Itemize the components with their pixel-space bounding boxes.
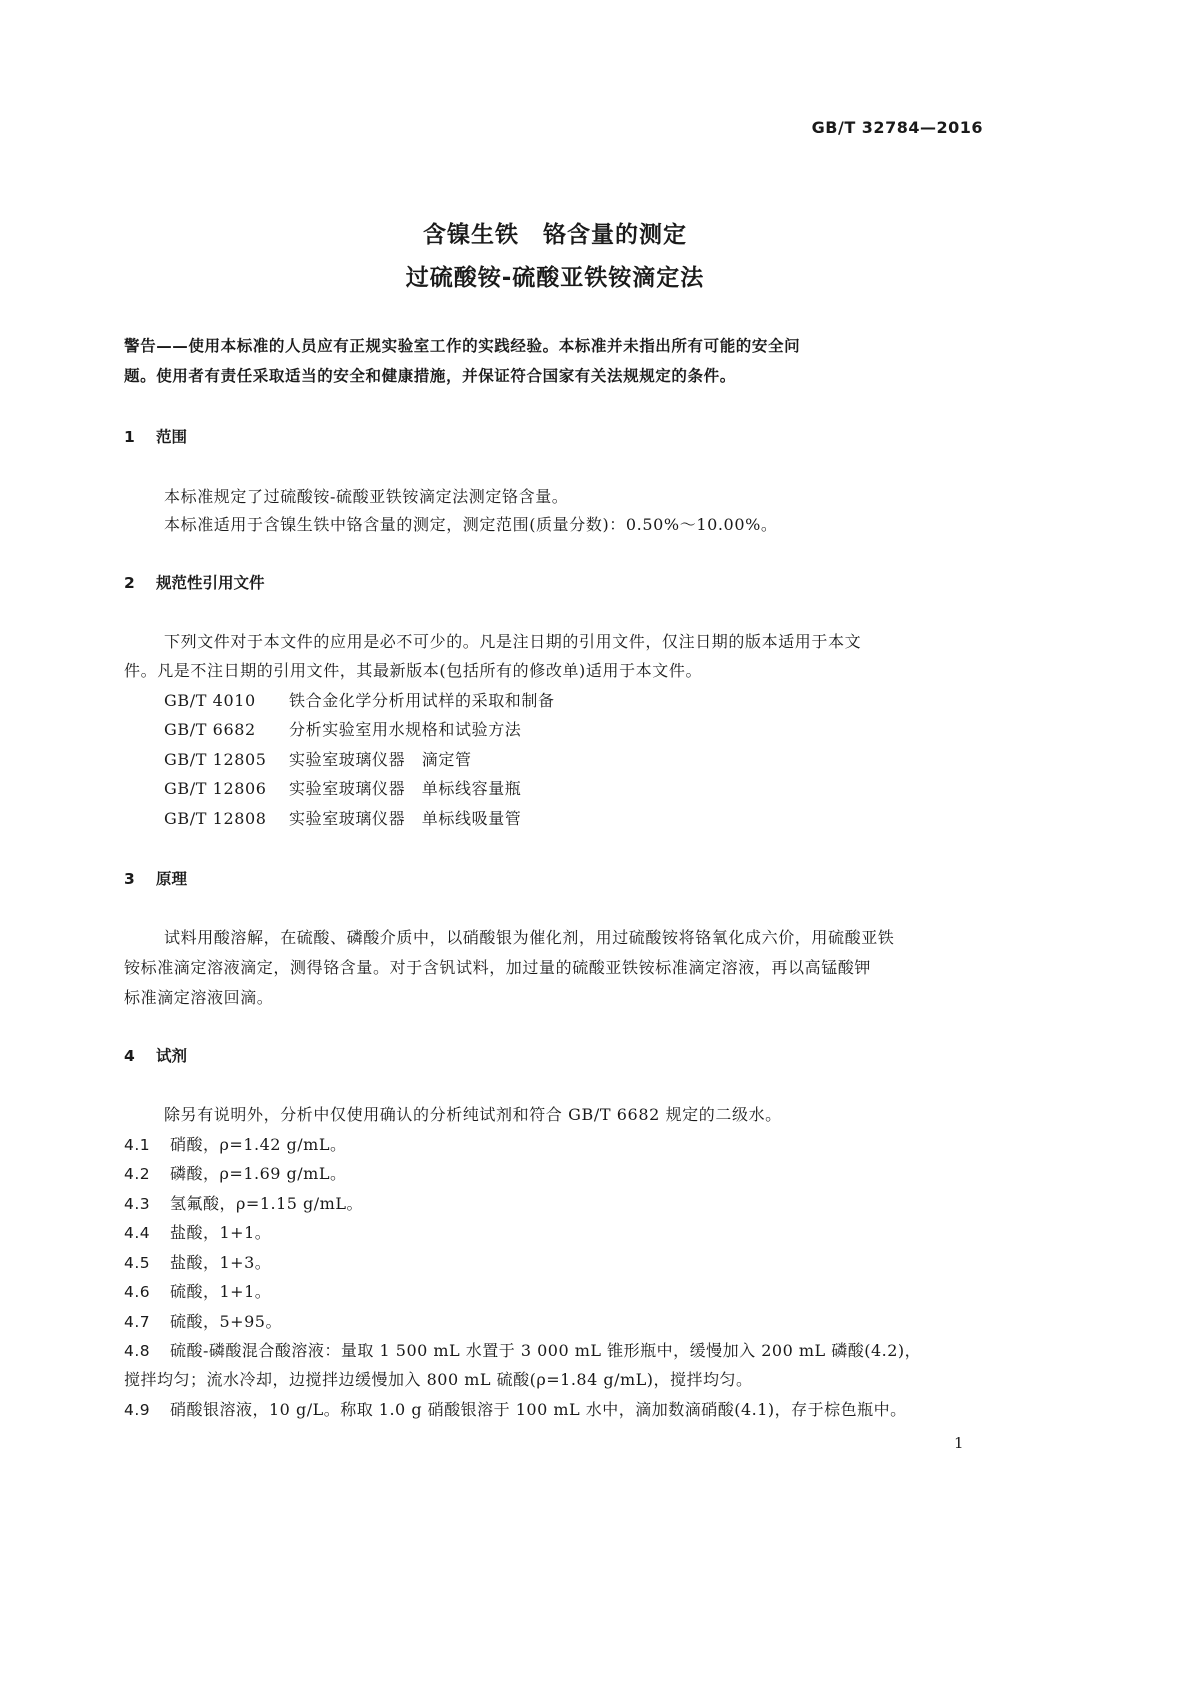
section-2-paragraph-line-2: 件。凡是不注日期的引用文件，其最新版本(包括所有的修改单)适用于本文件。 (124, 661, 703, 680)
section-3-paragraph-line-1: 试料用酸溶解，在硫酸、磷酸介质中，以硝酸银为催化剂，用过硫酸铵将铬氧化成六价，用硫酸亚铁 (164, 928, 895, 947)
reagent-text: 硝酸银溶液，10 g/L。称取 1.0 g 硝酸银溶于 100 mL 水中，滴加数滴硝酸(4.1)，存于棕色瓶中。 (170, 1400, 907, 1419)
reference-title: 分析实验室用水规格和试验方法 (289, 720, 522, 739)
reagent-text: 硫酸，5+95。 (170, 1312, 282, 1331)
reagent-text: 盐酸，1+1。 (170, 1223, 272, 1242)
normative-reference (164, 806, 521, 829)
reagent-number: 4.9 (124, 1401, 151, 1419)
reference-code: GB/T 6682 (164, 720, 256, 739)
section-1-heading (124, 425, 187, 447)
page-number: 1 (954, 1434, 964, 1452)
reagent-item (124, 1338, 921, 1361)
normative-reference (164, 688, 555, 711)
standard-number: GB/T 32784—2016 (811, 118, 983, 137)
document-title-line-1: 含镍生铁 铬含量的测定 (423, 222, 687, 248)
section-2-title: 规范性引用文件 (156, 574, 265, 592)
reagent-text: 硫酸-磷酸混合酸溶液：量取 1 500 mL 水置于 3 000 mL 锥形瓶中，缓慢加入 200 mL 磷酸(4.2)， (170, 1341, 922, 1360)
reference-code: GB/T 4010 (164, 691, 256, 710)
reference-title: 实验室玻璃仪器 单标线吸量管 (289, 809, 522, 828)
section-3-paragraph-line-3: 标准滴定溶液回滴。 (124, 988, 274, 1007)
section-1-paragraph-2: 本标准适用于含镍生铁中铬含量的测定，测定范围(质量分数)：0.50%～10.00%。 (164, 515, 778, 534)
reagent-number: 4.1 (124, 1136, 151, 1154)
section-2-paragraph-line-1: 下列文件对于本文件的应用是必不可少的。凡是注日期的引用文件，仅注日期的版本适用于本文 (164, 632, 862, 651)
normative-reference (164, 747, 472, 770)
section-1-number: 1 (124, 428, 135, 446)
section-4-intro: 除另有说明外，分析中仅使用确认的分析纯试剂和符合 GB/T 6682 规定的二级水。 (164, 1105, 782, 1124)
section-1-title: 范围 (156, 428, 188, 446)
reference-code: GB/T 12806 (164, 779, 267, 798)
section-1-paragraph-1: 本标准规定了过硫酸铵-硫酸亚铁铵滴定法测定铬含量。 (164, 487, 569, 506)
reagent-item (124, 1191, 363, 1214)
warning-paragraph (124, 331, 984, 391)
reagent-number: 4.8 (124, 1342, 151, 1360)
reagent-item (124, 1161, 346, 1184)
warning-line-1: 警告——使用本标准的人员应有正规实验室工作的实践经验。本标准并未指出所有可能的安全问 (124, 337, 801, 355)
reagent-number: 4.4 (124, 1224, 151, 1242)
reagent-item (124, 1279, 271, 1302)
normative-reference (164, 717, 521, 740)
reference-title: 实验室玻璃仪器 单标线容量瓶 (289, 779, 522, 798)
section-3-paragraph-line-2: 铵标准滴定溶液滴定，测得铬含量。对于含钒试料，加过量的硫酸亚铁铵标准滴定溶液，再以高锰酸钾 (124, 958, 872, 977)
section-3-title: 原理 (156, 870, 188, 888)
reagent-number: 4.6 (124, 1283, 151, 1301)
section-3-heading (124, 867, 187, 889)
section-4-title: 试剂 (156, 1047, 188, 1065)
reagent-number: 4.3 (124, 1195, 151, 1213)
reference-title: 铁合金化学分析用试样的采取和制备 (289, 691, 555, 710)
reagent-text: 磷酸，ρ=1.69 g/mL。 (170, 1164, 347, 1183)
reagent-number: 4.2 (124, 1165, 151, 1183)
warning-line-2: 题。使用者有责任采取适当的安全和健康措施，并保证符合国家有关法规规定的条件。 (124, 367, 736, 385)
reagent-text: 硫酸，1+1。 (170, 1282, 272, 1301)
reagent-item (124, 1309, 282, 1332)
reference-code: GB/T 12808 (164, 809, 267, 828)
reagent-item (124, 1132, 346, 1155)
reference-code: GB/T 12805 (164, 750, 267, 769)
reagent-text: 盐酸，1+3。 (170, 1253, 272, 1272)
reagent-item-continuation: 搅拌均匀；流水冷却，边搅拌边缓慢加入 800 mL 硫酸(ρ=1.84 g/mL)，搅拌均匀。 (124, 1370, 753, 1389)
reagent-item (124, 1250, 271, 1273)
reagent-item (124, 1397, 907, 1420)
section-4-heading (124, 1044, 187, 1066)
reagent-text: 硝酸，ρ=1.42 g/mL。 (170, 1135, 347, 1154)
reference-title: 实验室玻璃仪器 滴定管 (289, 750, 472, 769)
reagent-number: 4.7 (124, 1313, 151, 1331)
section-4-number: 4 (124, 1047, 135, 1065)
section-2-heading (124, 571, 265, 593)
reagent-item (124, 1220, 271, 1243)
reagent-text: 氢氟酸，ρ=1.15 g/mL。 (170, 1194, 363, 1213)
section-3-number: 3 (124, 870, 135, 888)
normative-reference (164, 776, 521, 799)
document-title-line-2: 过硫酸铵-硫酸亚铁铵滴定法 (405, 265, 705, 291)
reagent-number: 4.5 (124, 1254, 151, 1272)
section-2-number: 2 (124, 574, 135, 592)
